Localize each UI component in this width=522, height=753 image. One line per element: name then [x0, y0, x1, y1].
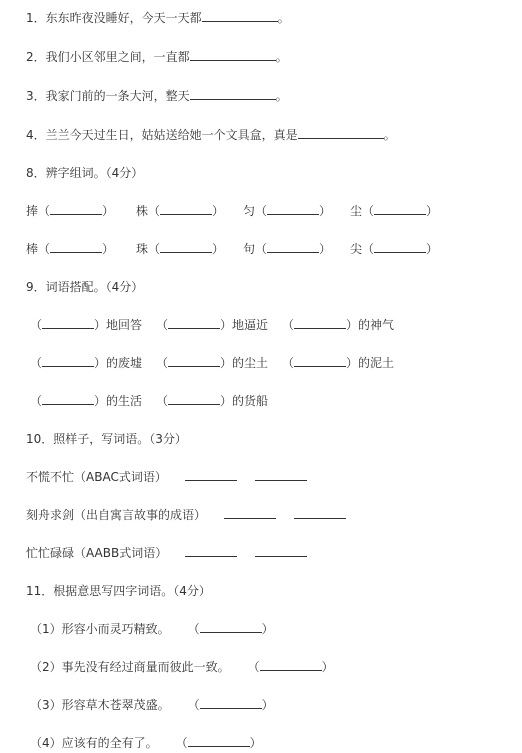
answer-blank[interactable]: [42, 392, 94, 405]
paren-open: （: [30, 356, 43, 370]
answer-blank[interactable]: [168, 316, 220, 329]
q11-prompt: （1）形容小而灵巧精致。: [30, 622, 170, 636]
q8-title: 8．辨字组词。（4分）: [26, 166, 144, 180]
char: 尖: [350, 242, 363, 256]
q10-row-1: [26, 467, 307, 487]
char: 珠: [136, 242, 149, 256]
answer-blank[interactable]: [267, 240, 319, 253]
phrase: 的泥土: [358, 356, 395, 370]
sentence-end: 。: [383, 128, 396, 142]
paren-open: （: [187, 622, 200, 636]
paren-close: ）: [249, 736, 262, 750]
q10-row-3: [26, 543, 307, 563]
answer-blank[interactable]: [260, 658, 322, 671]
paren-open: （: [30, 318, 43, 332]
paren-close: ）: [220, 394, 233, 408]
answer-blank[interactable]: [160, 202, 212, 215]
q10-prompt: 忙忙碌碌（AABB式词语）: [26, 546, 168, 560]
phrase: 地回答: [106, 318, 143, 332]
answer-blank[interactable]: [374, 240, 426, 253]
sentence-text: 1．东东昨夜没睡好，今天一天都: [26, 11, 202, 25]
answer-blank[interactable]: [188, 734, 250, 747]
phrase-cell: [156, 315, 282, 335]
char-cell: [243, 239, 350, 259]
q9-row-3: [30, 391, 268, 411]
paren-open: （: [255, 242, 268, 256]
phrase: 的废墟: [106, 356, 143, 370]
paren-close: ）: [102, 204, 115, 218]
answer-blank[interactable]: [185, 468, 237, 481]
sentence-text: 4．兰兰今天过生日，姑姑送给她一个文具盒，真是: [26, 128, 298, 142]
answer-blank[interactable]: [298, 126, 384, 139]
sentence-text: 3．我家门前的一条大河，整天: [26, 89, 190, 103]
paren-open: （: [156, 318, 169, 332]
answer-blank[interactable]: [294, 506, 346, 519]
paren-close: ）: [220, 318, 233, 332]
answer-blank[interactable]: [267, 202, 319, 215]
paren-close: ）: [319, 242, 332, 256]
paren-open: （: [362, 242, 375, 256]
paren-open: （: [187, 698, 200, 712]
answer-blank[interactable]: [224, 506, 276, 519]
q11-prompt: （4）应该有的全有了。: [30, 736, 158, 750]
answer-blank[interactable]: [374, 202, 426, 215]
answer-blank[interactable]: [50, 240, 102, 253]
char: 捧: [26, 204, 39, 218]
paren-close: ）: [94, 356, 107, 370]
q10-prompt: 不慌不忙（ABAC式词语）: [26, 470, 167, 484]
paren-open: （: [247, 660, 260, 674]
paren-open: （: [255, 204, 268, 218]
q11-prompt: （2）事先没有经过商量而彼此一致。: [30, 660, 230, 674]
paren-open: （: [30, 394, 43, 408]
answer-blank[interactable]: [255, 544, 307, 557]
sentence-4: [26, 125, 396, 145]
char: 尘: [350, 204, 363, 218]
phrase: 的神气: [358, 318, 395, 332]
answer-blank[interactable]: [168, 354, 220, 367]
paren-close: ）: [261, 622, 274, 636]
paren-close: ）: [220, 356, 233, 370]
paren-close: ）: [321, 660, 334, 674]
sentence-end: 。: [277, 11, 290, 25]
paren-close: ）: [319, 204, 332, 218]
phrase-cell: [282, 315, 394, 335]
sentence-1: [26, 8, 290, 28]
phrase: 的生活: [106, 394, 143, 408]
paren-open: （: [38, 242, 51, 256]
q9-title: 9．词语搭配。（4分）: [26, 280, 144, 294]
sentence-end: 。: [275, 89, 288, 103]
phrase-cell: [156, 391, 268, 411]
char: 棒: [26, 242, 39, 256]
answer-blank[interactable]: [294, 354, 346, 367]
answer-blank[interactable]: [255, 468, 307, 481]
char-cell: [350, 239, 438, 259]
answer-blank[interactable]: [294, 316, 346, 329]
paren-open: （: [148, 204, 161, 218]
answer-blank[interactable]: [185, 544, 237, 557]
paren-close: ）: [261, 698, 274, 712]
answer-blank[interactable]: [160, 240, 212, 253]
char-cell: [136, 201, 243, 221]
phrase: 的货船: [232, 394, 269, 408]
sentence-3: [26, 86, 288, 106]
char-cell: [26, 201, 136, 221]
paren-open: （: [282, 318, 295, 332]
answer-blank[interactable]: [190, 48, 276, 61]
paren-close: ）: [94, 394, 107, 408]
q11-item-3: [30, 695, 274, 715]
phrase-cell: [282, 353, 394, 373]
paren-close: ）: [102, 242, 115, 256]
sentence-2: [26, 47, 288, 67]
sentence-text: 2．我们小区邻里之间，一直都: [26, 50, 190, 64]
phrase-cell: [30, 391, 156, 411]
answer-blank[interactable]: [42, 316, 94, 329]
q11-item-2: [30, 657, 334, 677]
sentence-end: 。: [275, 50, 288, 64]
char-cell: [26, 239, 136, 259]
answer-blank[interactable]: [190, 87, 276, 100]
paren-open: （: [156, 356, 169, 370]
char: 匀: [243, 204, 256, 218]
paren-close: ）: [94, 318, 107, 332]
q10-title: 10．照样子，写词语。（3分）: [26, 432, 187, 446]
q8-row-1: [26, 201, 438, 221]
q9-row-1: [30, 315, 394, 335]
paren-open: （: [38, 204, 51, 218]
paren-close: ）: [426, 204, 439, 218]
answer-blank[interactable]: [200, 620, 262, 633]
q11-title: 11．根据意思写四字词语。（4分）: [26, 584, 211, 598]
paren-open: （: [156, 394, 169, 408]
phrase-cell: [156, 353, 282, 373]
paren-close: ）: [346, 356, 359, 370]
paren-close: ）: [212, 204, 225, 218]
answer-blank[interactable]: [202, 9, 278, 22]
q9-row-2: [30, 353, 394, 373]
q11-item-1: [30, 619, 274, 639]
q11-prompt: （3）形容草木苍翠茂盛。: [30, 698, 170, 712]
answer-blank[interactable]: [200, 696, 262, 709]
answer-blank[interactable]: [168, 392, 220, 405]
phrase-cell: [30, 315, 156, 335]
char-cell: [350, 201, 438, 221]
char-cell: [136, 239, 243, 259]
char: 株: [136, 204, 149, 218]
char-cell: [243, 201, 350, 221]
paren-open: （: [362, 204, 375, 218]
paren-open: （: [148, 242, 161, 256]
answer-blank[interactable]: [50, 202, 102, 215]
q10-row-2: [26, 505, 346, 525]
paren-close: ）: [212, 242, 225, 256]
answer-blank[interactable]: [42, 354, 94, 367]
char: 句: [243, 242, 256, 256]
paren-close: ）: [426, 242, 439, 256]
phrase: 地逼近: [232, 318, 269, 332]
paren-close: ）: [346, 318, 359, 332]
phrase: 的尘土: [232, 356, 269, 370]
q11-item-4: [30, 733, 262, 753]
paren-open: （: [175, 736, 188, 750]
phrase-cell: [30, 353, 156, 373]
paren-open: （: [282, 356, 295, 370]
q10-prompt: 刻舟求剑（出自寓言故事的成语）: [26, 508, 207, 522]
q8-row-2: [26, 239, 438, 259]
